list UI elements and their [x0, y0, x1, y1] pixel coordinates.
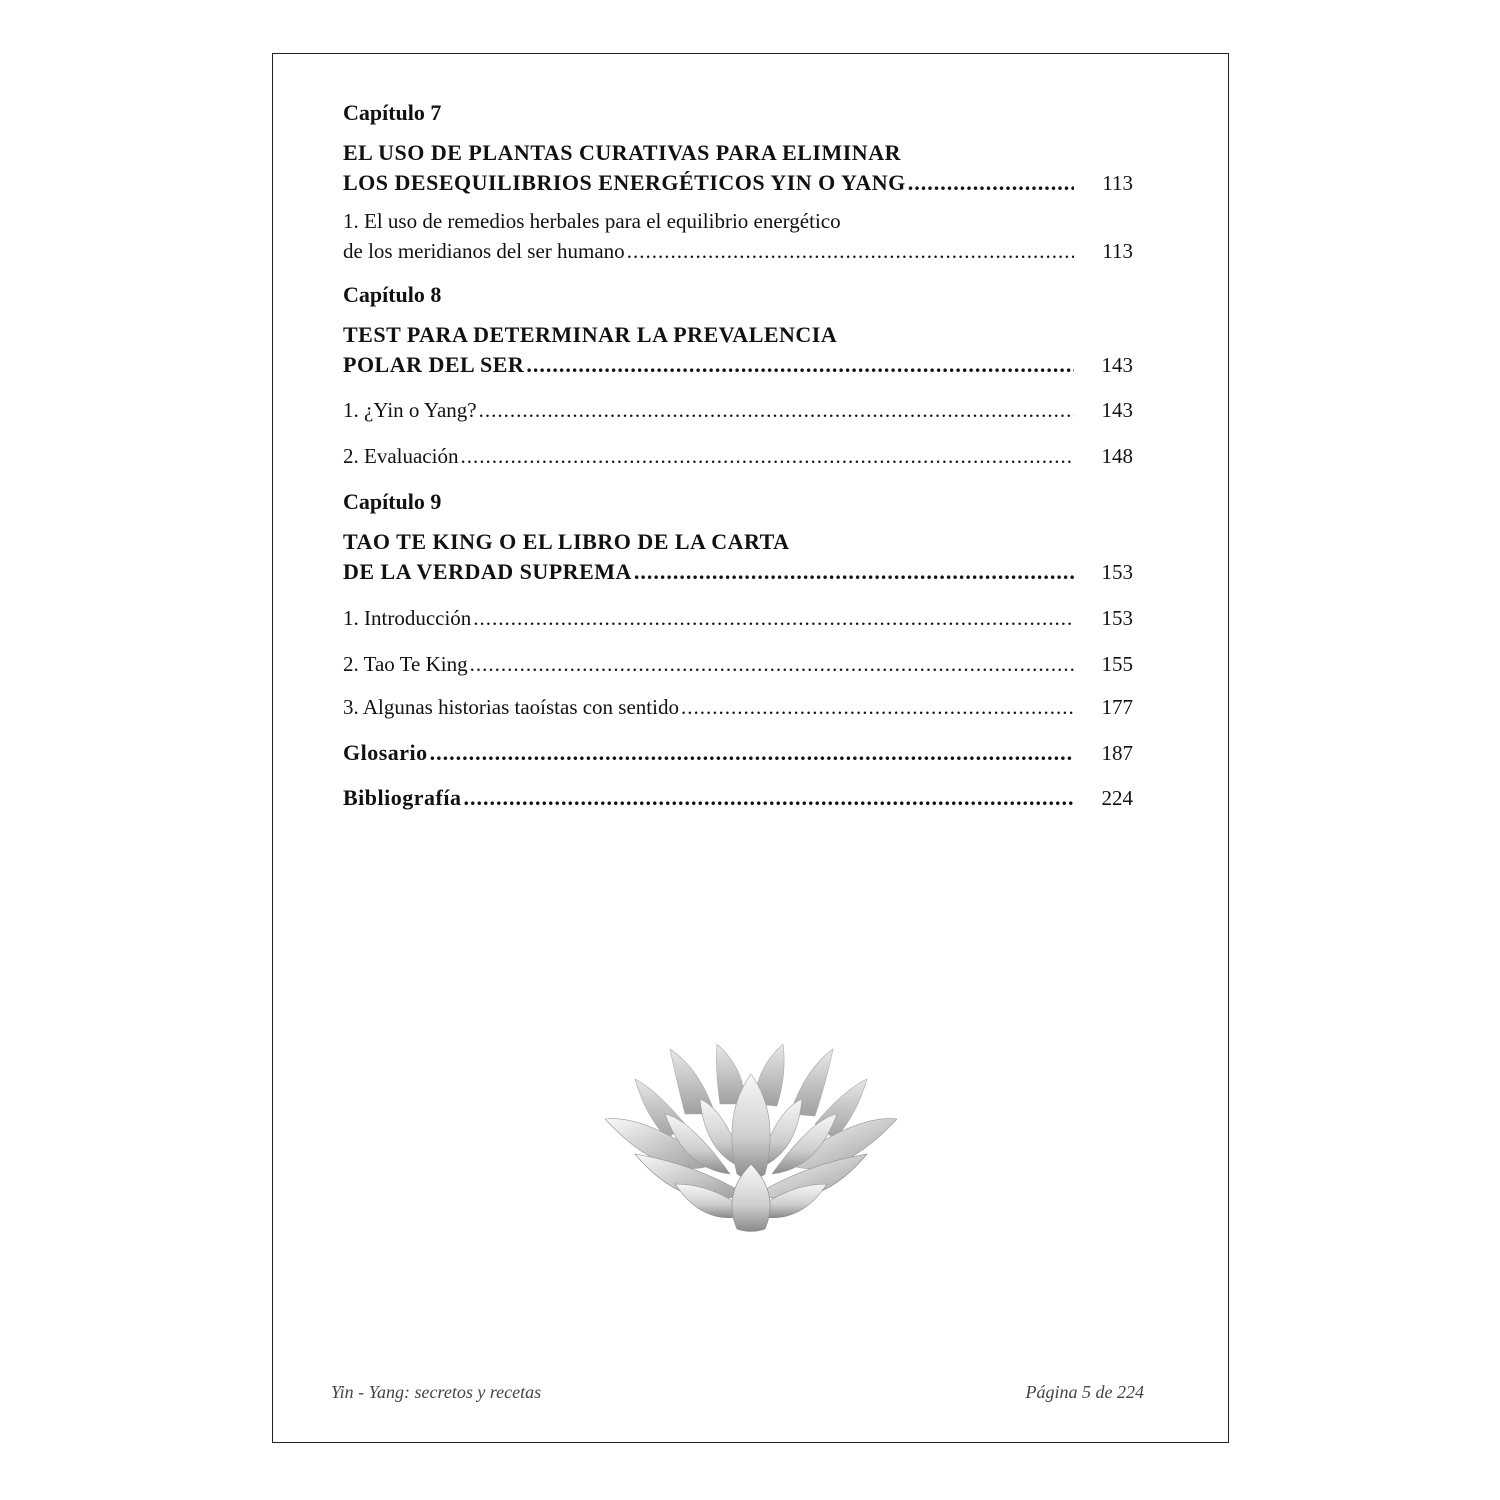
toc-entry-tao-te-king[interactable] [343, 649, 1133, 679]
toc-item-text: 2. Tao Te King [343, 652, 468, 676]
toc-entry-historias[interactable] [343, 692, 1133, 722]
toc-entry-yin-o-yang[interactable] [343, 395, 1133, 425]
page-number: 143 [1101, 398, 1133, 422]
chapter-7-title-line2: LOS DESEQUILIBRIOS ENERGÉTICOS YIN O YANG [343, 170, 906, 195]
leader-dots [526, 350, 1074, 380]
page-number: 113 [1102, 171, 1133, 195]
toc-item-text: de los meridianos del ser humano [343, 239, 625, 263]
leader-dots [634, 557, 1074, 587]
leader-dots [473, 603, 1074, 633]
toc-item-text: 3. Algunas historias taoístas con sentido [343, 695, 679, 719]
leader-dots [479, 395, 1074, 425]
page-number: 148 [1101, 444, 1133, 468]
toc-entry-bibliografia[interactable] [343, 783, 1133, 813]
page-number: 113 [1102, 239, 1133, 263]
leader-dots [908, 168, 1074, 198]
page-number: 153 [1101, 606, 1133, 630]
toc-entry-chapter-7[interactable] [343, 168, 1133, 198]
footer-book-title: Yin - Yang: secretos y recetas [331, 1382, 542, 1402]
leader-dots [681, 692, 1074, 722]
toc-item-text: 1. Introducción [343, 606, 472, 630]
chapter-8-title-line2: POLAR DEL SER [343, 352, 525, 377]
lotus-flower-image [605, 1044, 897, 1234]
leader-dots [470, 649, 1074, 679]
toc-entry-introduccion[interactable] [343, 603, 1133, 633]
leader-dots [627, 236, 1074, 266]
toc-entry-chapter-9[interactable] [343, 557, 1133, 587]
chapter-9-title-line2: DE LA VERDAD SUPREMA [343, 559, 632, 584]
toc-entry-remedios[interactable] [343, 236, 1133, 266]
chapter-7-title-line1: EL USO DE PLANTAS CURATIVAS PARA ELIMINAR [343, 140, 901, 165]
chapter-9-title-line1: TAO TE KING O EL LIBRO DE LA CARTA [343, 529, 790, 554]
chapter-8-title-line1: TEST PARA DETERMINAR LA PREVALENCIA [343, 322, 838, 347]
leader-dots [430, 738, 1074, 768]
page-number: 143 [1101, 353, 1133, 377]
page-number: 153 [1101, 560, 1133, 584]
page-number: 187 [1101, 741, 1133, 765]
leader-dots [460, 441, 1074, 471]
chapter-9-label: Capítulo 9 [343, 489, 442, 514]
toc-entry-evaluacion[interactable] [343, 441, 1133, 471]
page-number: 224 [1101, 786, 1133, 810]
toc-entry-chapter-8[interactable] [343, 350, 1133, 380]
toc-item-text: 1. ¿Yin o Yang? [343, 398, 477, 422]
leader-dots [463, 783, 1074, 813]
table-of-contents [343, 98, 1133, 813]
page-number: 155 [1101, 652, 1133, 676]
toc-item-text: Glosario [343, 740, 428, 765]
toc-item-text: Bibliografía [343, 785, 462, 810]
footer-page-number: Página 5 de 224 [1025, 1382, 1144, 1402]
chapter-8-label: Capítulo 8 [343, 282, 442, 307]
page-number: 177 [1101, 695, 1133, 719]
toc-item-text: 1. El uso de remedios herbales para el equilibrio energético [343, 209, 841, 233]
book-page [272, 53, 1229, 1443]
chapter-7-label: Capítulo 7 [343, 100, 442, 125]
toc-item-text: 2. Evaluación [343, 444, 459, 468]
toc-entry-glosario[interactable] [343, 738, 1133, 768]
